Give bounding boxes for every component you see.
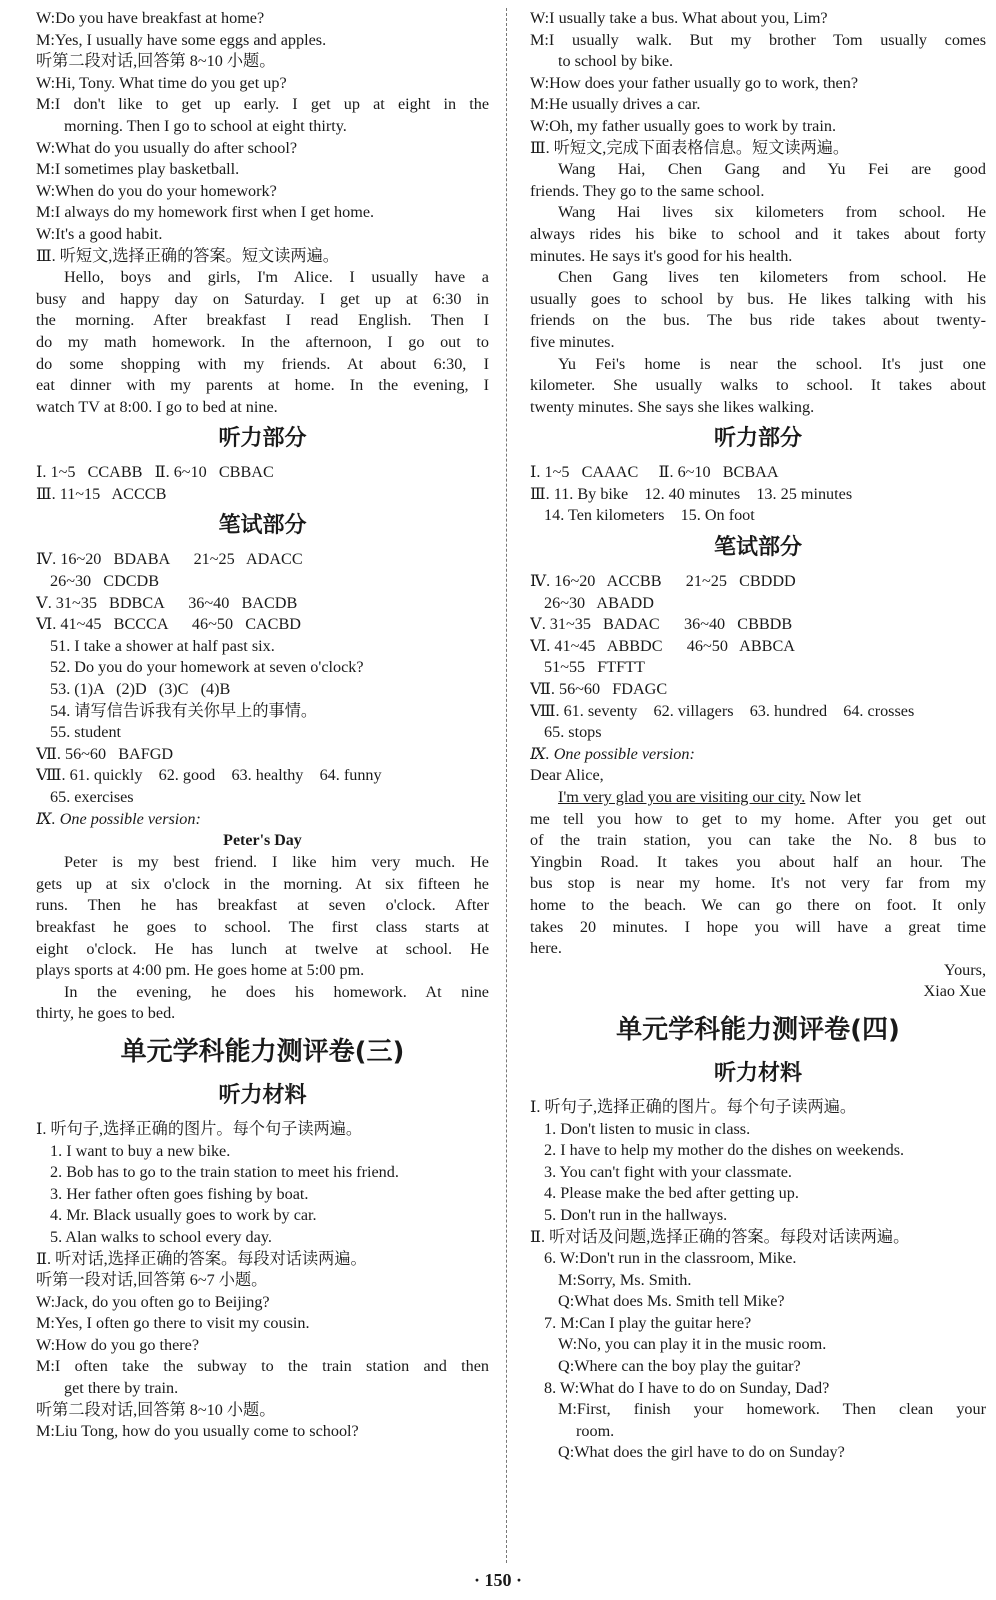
dialogue-line: W:How does your father usually go to work, then? (530, 73, 859, 92)
answer-line: Ⅶ. 56~60 BAFGD (36, 744, 174, 763)
section-title: 听力材料 (713, 1060, 802, 1086)
answer-line: 52. Do you do your homework at seven o'clock? (50, 658, 364, 677)
passage-line: friends. They go to the same school. (530, 181, 765, 200)
section-heading: Ⅱ. 听对话,选择正确的答案。每段对话读两遍。 (36, 1249, 367, 1268)
answer-line: Ⅰ. 1~5 CCABB Ⅱ. 6~10 CBBAC (36, 463, 274, 482)
answer-line: Ⅰ. 1~5 CAAAC Ⅱ. 6~10 BCBAA (530, 463, 779, 482)
answer-line: Ⅲ. 11. By bike 12. 40 minutes 13. 25 minutes (530, 484, 853, 503)
answer-line: Ⅴ. 31~35 BDBCA 36~40 BACDB (36, 593, 298, 612)
answer-line: Ⅸ. One possible version: (530, 744, 695, 763)
answer-line: 51~55 FTFTT (544, 658, 645, 677)
dialogue-line: W:Jack, do you often go to Beijing? (36, 1292, 270, 1311)
dialogue-line: get there by train. (64, 1379, 179, 1398)
dialogue-line: to school by bike. (558, 52, 674, 71)
sentence-line: 1. I want to buy a new bike. (50, 1141, 231, 1160)
sentence-line: 4. Please make the bed after getting up. (544, 1184, 799, 1203)
sentence-line: 5. Alan walks to school every day. (50, 1227, 272, 1246)
letter-line: here. (530, 939, 562, 958)
sentence-line: 1. Don't listen to music in class. (544, 1119, 751, 1138)
dialogue-line: M:I always do my homework first when I get home. (36, 203, 375, 222)
section-title: 听力部分 (713, 426, 802, 452)
letter-salutation: Dear Alice, (530, 766, 604, 785)
sentence-line: 2. I have to help my mother do the dishes on weekends. (544, 1141, 905, 1160)
essay-line: breakfast he goes to school. The first class starts at (36, 917, 489, 936)
answer-line: Ⅳ. 16~20 BDABA 21~25 ADACC (36, 550, 303, 569)
passage-line: kilometer. She usually walks to school. It takes about (530, 376, 986, 395)
answer-line: 65. exercises (50, 788, 134, 806)
section-heading: Ⅲ. 听短文,完成下面表格信息。短文读两遍。 (530, 138, 850, 157)
dialogue-line: M:Yes, I often go there to visit my cousin. (36, 1314, 310, 1333)
letter-signature: Xiao Xue (923, 982, 986, 1001)
answer-line: 14. Ten kilometers 15. On foot (544, 506, 755, 525)
passage-line: usually goes to school by bus. He likes talking with his (530, 289, 986, 308)
passage-line: do my math homework. In the afternoon, I go out to (36, 332, 489, 351)
passage-line: Wang Hai, Chen Gang and Yu Fei are good (558, 160, 986, 179)
sentence-line: 4. Mr. Black usually goes to work by car. (50, 1206, 317, 1225)
sentence-line: 3. You can't fight with your classmate. (544, 1162, 792, 1181)
essay-line: In the evening, he does his homework. At nine (64, 982, 489, 1001)
letter-closing: Yours, (944, 960, 986, 979)
passage-line: busy and happy day on Saturday. I get up at 6:30 in (36, 289, 489, 308)
passage-line: Chen Gang lives ten kilometers from school. He (558, 268, 986, 287)
passage-line: eat dinner with my parents at home. In the evening, I (36, 376, 489, 395)
answer-line: Ⅵ. 41~45 ABBDC 46~50 ABBCA (530, 636, 795, 655)
dialogue-line: 6. W:Don't run in the classroom, Mike. (544, 1249, 797, 1268)
letter-line: bus stop is near my home. It's not very far from my (530, 874, 986, 893)
dialogue-line: room. (576, 1421, 615, 1440)
letter-line: me tell you how to get to my home. After you get out (530, 809, 986, 828)
letter-line: takes 20 minutes. I hope you will have a great time (530, 917, 986, 936)
answer-line: 55. student (50, 723, 122, 742)
passage-line: twenty minutes. She says she likes walking. (530, 397, 815, 416)
sentence-line: 2. Bob has to go to the train station to meet his friend. (50, 1163, 399, 1182)
dialogue-line: W:Oh, my father usually goes to work by train. (530, 116, 836, 135)
dialogue-line: W:What do you usually do after school? (36, 138, 298, 157)
answer-line: Ⅶ. 56~60 FDAGC (530, 680, 668, 699)
dialogue-line: M:I sometimes play basketball. (36, 160, 240, 179)
unit-test-title: 单元学科能力测评卷(四) (616, 1014, 900, 1045)
dialogue-line: W:I usually take a bus. What about you, Lim? (530, 9, 828, 27)
answer-line: 54. 请写信告诉我有关你早上的事情。 (50, 701, 318, 720)
passage-line: friends on the bus. The bus ride takes about twenty- (530, 311, 986, 330)
dialogue-line: M:Sorry, Ms. Smith. (558, 1270, 692, 1289)
dialogue-line: M:I don't like to get up early. I get up at eight in the (36, 95, 489, 114)
answer-line: Ⅸ. One possible version: (36, 809, 201, 828)
dialogue-line: M:I usually walk. But my brother Tom usually comes (530, 30, 986, 49)
dialogue-line: M:I often take the subway to the train station and then (36, 1357, 489, 1376)
passage-line: do some shopping with my friends. At about 6:30, I (36, 354, 489, 373)
column-divider (506, 8, 507, 1563)
section-title: 听力材料 (218, 1082, 307, 1108)
answer-line: Ⅳ. 16~20 ACCBB 21~25 CBDDD (530, 572, 796, 591)
answer-line: Ⅵ. 41~45 BCCCA 46~50 CACBD (36, 615, 301, 634)
essay-title: Peter's Day (223, 832, 302, 850)
dialogue-line: 8. W:What do I have to do on Sunday, Dad? (544, 1378, 830, 1397)
dialogue-line: Q:What does Ms. Smith tell Mike? (558, 1292, 785, 1311)
letter-line: home to the beach. We can go there on foot. It only (530, 895, 986, 914)
answer-line: 26~30 CDCDB (50, 572, 160, 591)
letter-line: Yingbin Road. It takes you about half an hour. The (530, 852, 986, 871)
section-title: 听力部分 (218, 426, 307, 452)
essay-line: Peter is my best friend. I like him very much. He (64, 853, 489, 872)
dialogue-line: W:Hi, Tony. What time do you get up? (36, 73, 287, 92)
answer-line: Ⅴ. 31~35 BADAC 36~40 CBBDB (530, 615, 793, 634)
dialogue-line: M:He usually drives a car. (530, 95, 701, 114)
letter-text: Now let (805, 788, 862, 806)
passage-line: Yu Fei's home is near the school. It's just one (558, 354, 986, 373)
passage-line: Hello, boys and girls, I'm Alice. I usually have a (64, 268, 489, 287)
dialogue-line: M:First, finish your homework. Then clean your (558, 1400, 986, 1419)
passage-line: always rides his bike to school and it takes about forty (530, 224, 986, 243)
dialogue-line: W:It's a good habit. (36, 224, 163, 243)
answer-line: Ⅲ. 11~15 ACCCB (36, 484, 167, 503)
sentence-line: 3. Her father often goes fishing by boat. (50, 1184, 309, 1203)
dialogue-line: 7. M:Can I play the guitar here? (544, 1313, 752, 1332)
right-column (530, 8, 986, 1464)
essay-line: gets up at six o'clock in the morning. At six fifteen he (36, 874, 489, 893)
dialogue-line: M:Yes, I usually have some eggs and apples. (36, 30, 327, 49)
sentence-line: 5. Don't run in the hallways. (544, 1205, 728, 1224)
page-number: · 150 · (473, 1570, 522, 1590)
essay-line: runs. Then he has breakfast at seven o'clock. After (36, 896, 489, 915)
answer-line: 51. I take a shower at half past six. (50, 636, 275, 655)
instruction-line: 听第二段对话,回答第 8~10 小题。 (36, 52, 276, 71)
letter-line: of the train station, you can take the No. 8 bus to (530, 831, 986, 850)
left-column (36, 8, 489, 1443)
passage-line: minutes. He says it's good for his health. (530, 246, 793, 265)
dialogue-line: Q:Where can the boy play the guitar? (558, 1357, 801, 1376)
passage-line: five minutes. (530, 332, 615, 351)
answer-line: Ⅷ. 61. quickly 62. good 63. healthy 64. funny (36, 766, 382, 785)
dialogue-line: W:No, you can play it in the music room. (558, 1335, 827, 1354)
dialogue-line: W:When do you do your homework? (36, 181, 277, 200)
dialogue-line: W:Do you have breakfast at home? (36, 9, 265, 27)
passage-line: Wang Hai lives six kilometers from school. He (558, 203, 986, 222)
section-heading: Ⅱ. 听对话及问题,选择正确的答案。每段对话读两遍。 (530, 1227, 910, 1246)
unit-test-title: 单元学科能力测评卷(三) (120, 1036, 405, 1067)
section-heading: Ⅲ. 听短文,选择正确的答案。短文读两遍。 (36, 246, 339, 265)
essay-line: plays sports at 4:00 pm. He goes home at 5:00 pm. (36, 961, 365, 980)
passage-line: the morning. After breakfast I read English. Then I (36, 311, 489, 330)
instruction-line: 听第一段对话,回答第 6~7 小题。 (36, 1271, 268, 1290)
answer-line: 65. stops (544, 723, 602, 742)
dialogue-line: M:Liu Tong, how do you usually come to school? (36, 1422, 359, 1441)
answer-line: 53. (1)A (2)D (3)C (4)B (50, 680, 231, 699)
underlined-sentence: I'm very glad you are visiting our city. (558, 788, 806, 806)
dialogue-line: Q:What does the girl have to do on Sunday? (558, 1443, 845, 1462)
dialogue-line: morning. Then I go to school at eight thirty. (64, 116, 347, 135)
essay-line: thirty, he goes to bed. (36, 1004, 176, 1023)
section-title: 笔试部分 (713, 535, 802, 561)
answer-line: 26~30 ABADD (544, 593, 654, 612)
essay-line: eight o'clock. He has lunch at twelve at school. He (36, 939, 489, 958)
dialogue-line: W:How do you go there? (36, 1335, 200, 1354)
answer-line: Ⅷ. 61. seventy 62. villagers 63. hundred 64. crosses (530, 701, 915, 720)
section-title: 笔试部分 (218, 513, 307, 539)
section-heading: Ⅰ. 听句子,选择正确的图片。每个句子读两遍。 (530, 1097, 857, 1116)
passage-line: watch TV at 8:00. I go to bed at nine. (36, 397, 278, 416)
letter-line (530, 787, 986, 809)
instruction-line: 听第二段对话,回答第 8~10 小题。 (36, 1400, 276, 1419)
section-heading: Ⅰ. 听句子,选择正确的图片。每个句子读两遍。 (36, 1119, 363, 1138)
